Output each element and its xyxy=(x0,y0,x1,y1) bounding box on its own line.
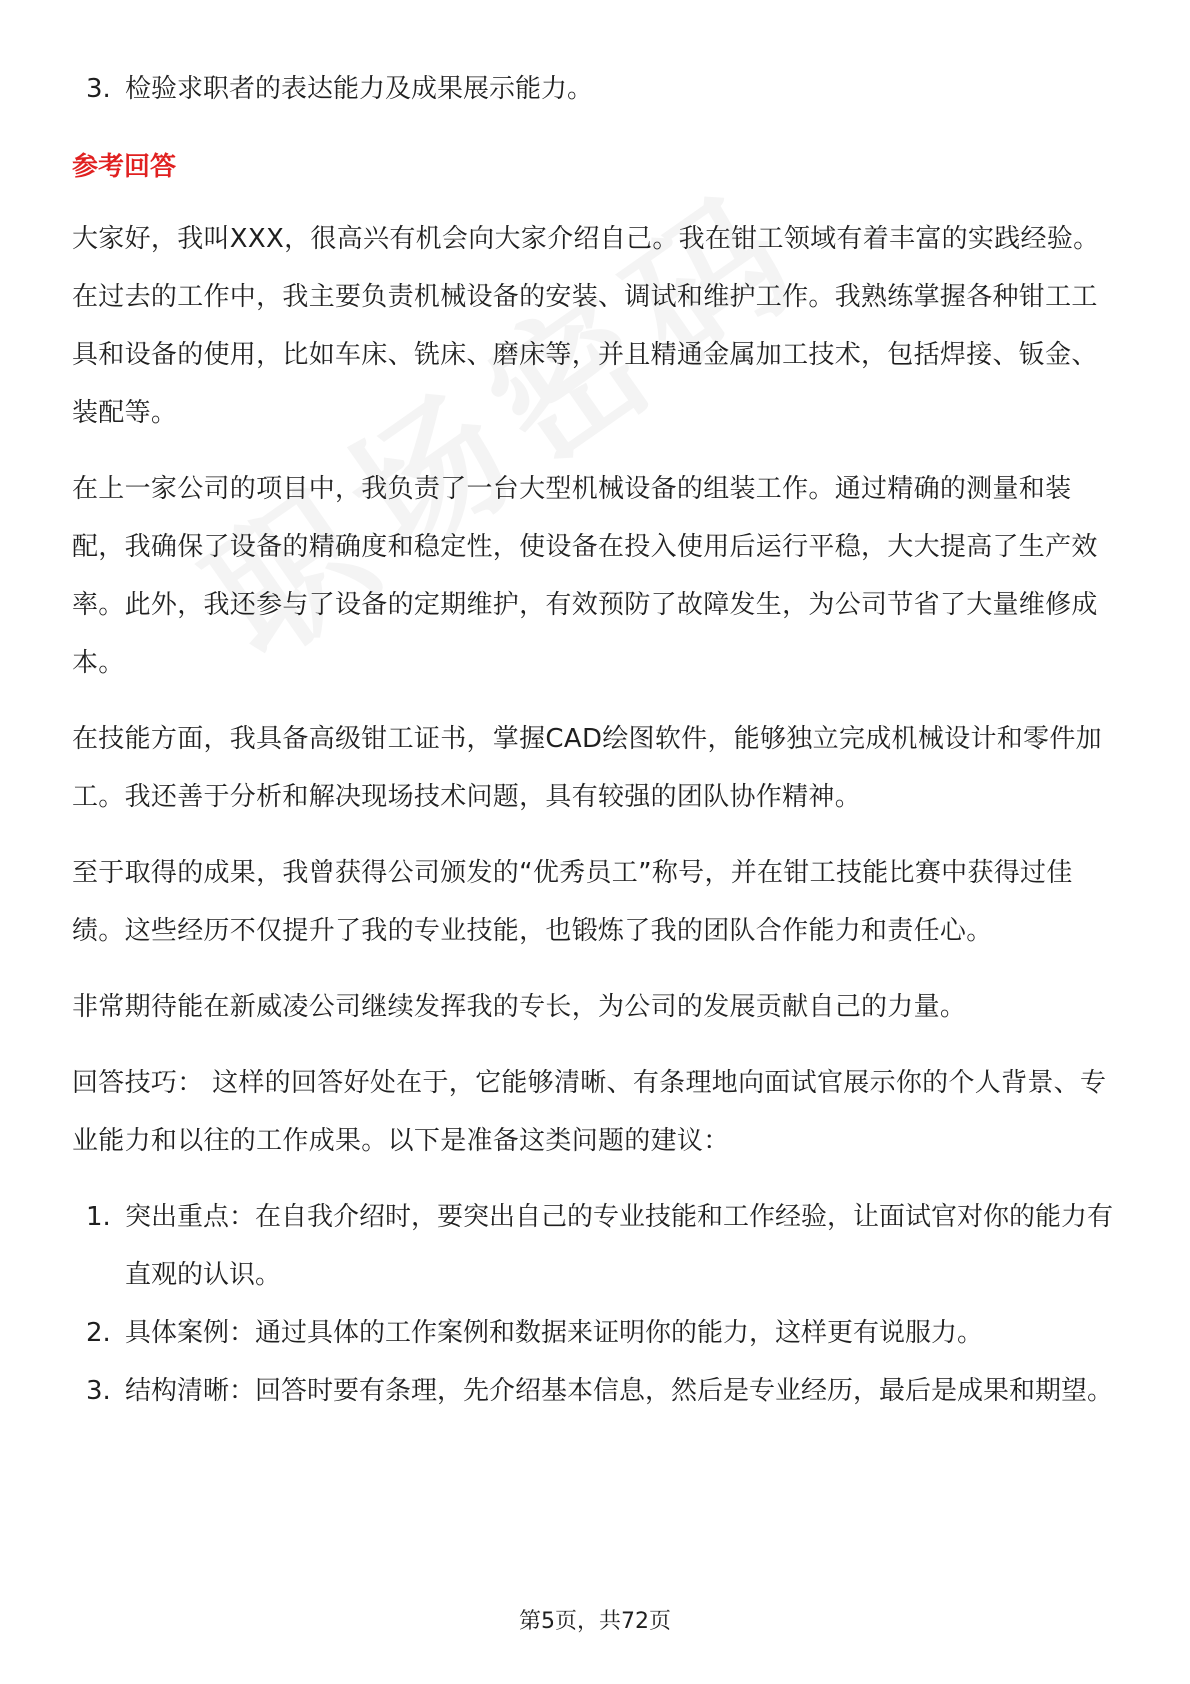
paragraph-tips: 回答技巧： 这样的回答好处在于，它能够清晰、有条理地向面试官展示你的个人背景、专业能力和以往的工作成果。以下是准备这类问题的建议： xyxy=(72,1068,1107,1156)
list-text: 突出重点：在自我介绍时，要突出自己的专业技能和工作经验，让面试官对你的能力有直观的认识。 xyxy=(125,1202,1114,1290)
list-text: 具体案例：通过具体的工作案例和数据来证明你的能力，这样更有说服力。 xyxy=(125,1318,984,1348)
paragraph-closing: 非常期待能在新威凌公司继续发挥我的专长，为公司的发展贡献自己的力量。 xyxy=(72,992,967,1022)
section-heading: 参考回答 xyxy=(72,152,177,182)
list-number: 1. xyxy=(86,1202,111,1232)
list-text: 结构清晰：回答时要有条理，先介绍基本信息，然后是专业经历，最后是成果和期望。 xyxy=(125,1376,1114,1406)
list-number: 3. xyxy=(86,74,111,104)
page-number: 第5页，共72页 xyxy=(519,1609,671,1634)
paragraph-achievements: 至于取得的成果，我曾获得公司颁发的“优秀员工”称号，并在钳工技能比赛中获得过佳绩。这些经历不仅提升了我的专业技能，也锻炼了我的团队合作能力和责任心。 xyxy=(72,858,1073,946)
paragraph-intro: 大家好，我叫XXX，很高兴有机会向大家介绍自己。我在钳工领域有着丰富的实践经验。在过去的工作中，我主要负责机械设备的安装、调试和维护工作。我熟练掌握各种钳工工具和设备的使用，比如车床、铣床、磨床等，并且精通金属加工技术，包括焊接、钣金、装配等。 xyxy=(72,224,1100,428)
list-text: 检验求职者的表达能力及成果展示能力。 xyxy=(125,74,594,104)
list-item xyxy=(72,1188,1122,1304)
list-item xyxy=(72,1304,1122,1362)
tips-list xyxy=(72,1188,1122,1420)
list-item xyxy=(72,1362,1122,1420)
paragraph-project: 在上一家公司的项目中，我负责了一台大型机械设备的组装工作。通过精确的测量和装配，我确保了设备的精确度和稳定性，使设备在投入使用后运行平稳，大大提高了生产效率。此外，我还参与了设备的定期维护，有效预防了故障发生，为公司节省了大量维修成本。 xyxy=(72,474,1098,678)
list-number: 2. xyxy=(86,1318,111,1348)
paragraph-skills: 在技能方面，我具备高级钳工证书，掌握CAD绘图软件，能够独立完成机械设计和零件加工。我还善于分析和解决现场技术问题，具有较强的团队协作精神。 xyxy=(72,724,1102,812)
list-number: 3. xyxy=(86,1376,111,1406)
page-content xyxy=(72,60,1122,1420)
list-item xyxy=(72,60,1122,118)
